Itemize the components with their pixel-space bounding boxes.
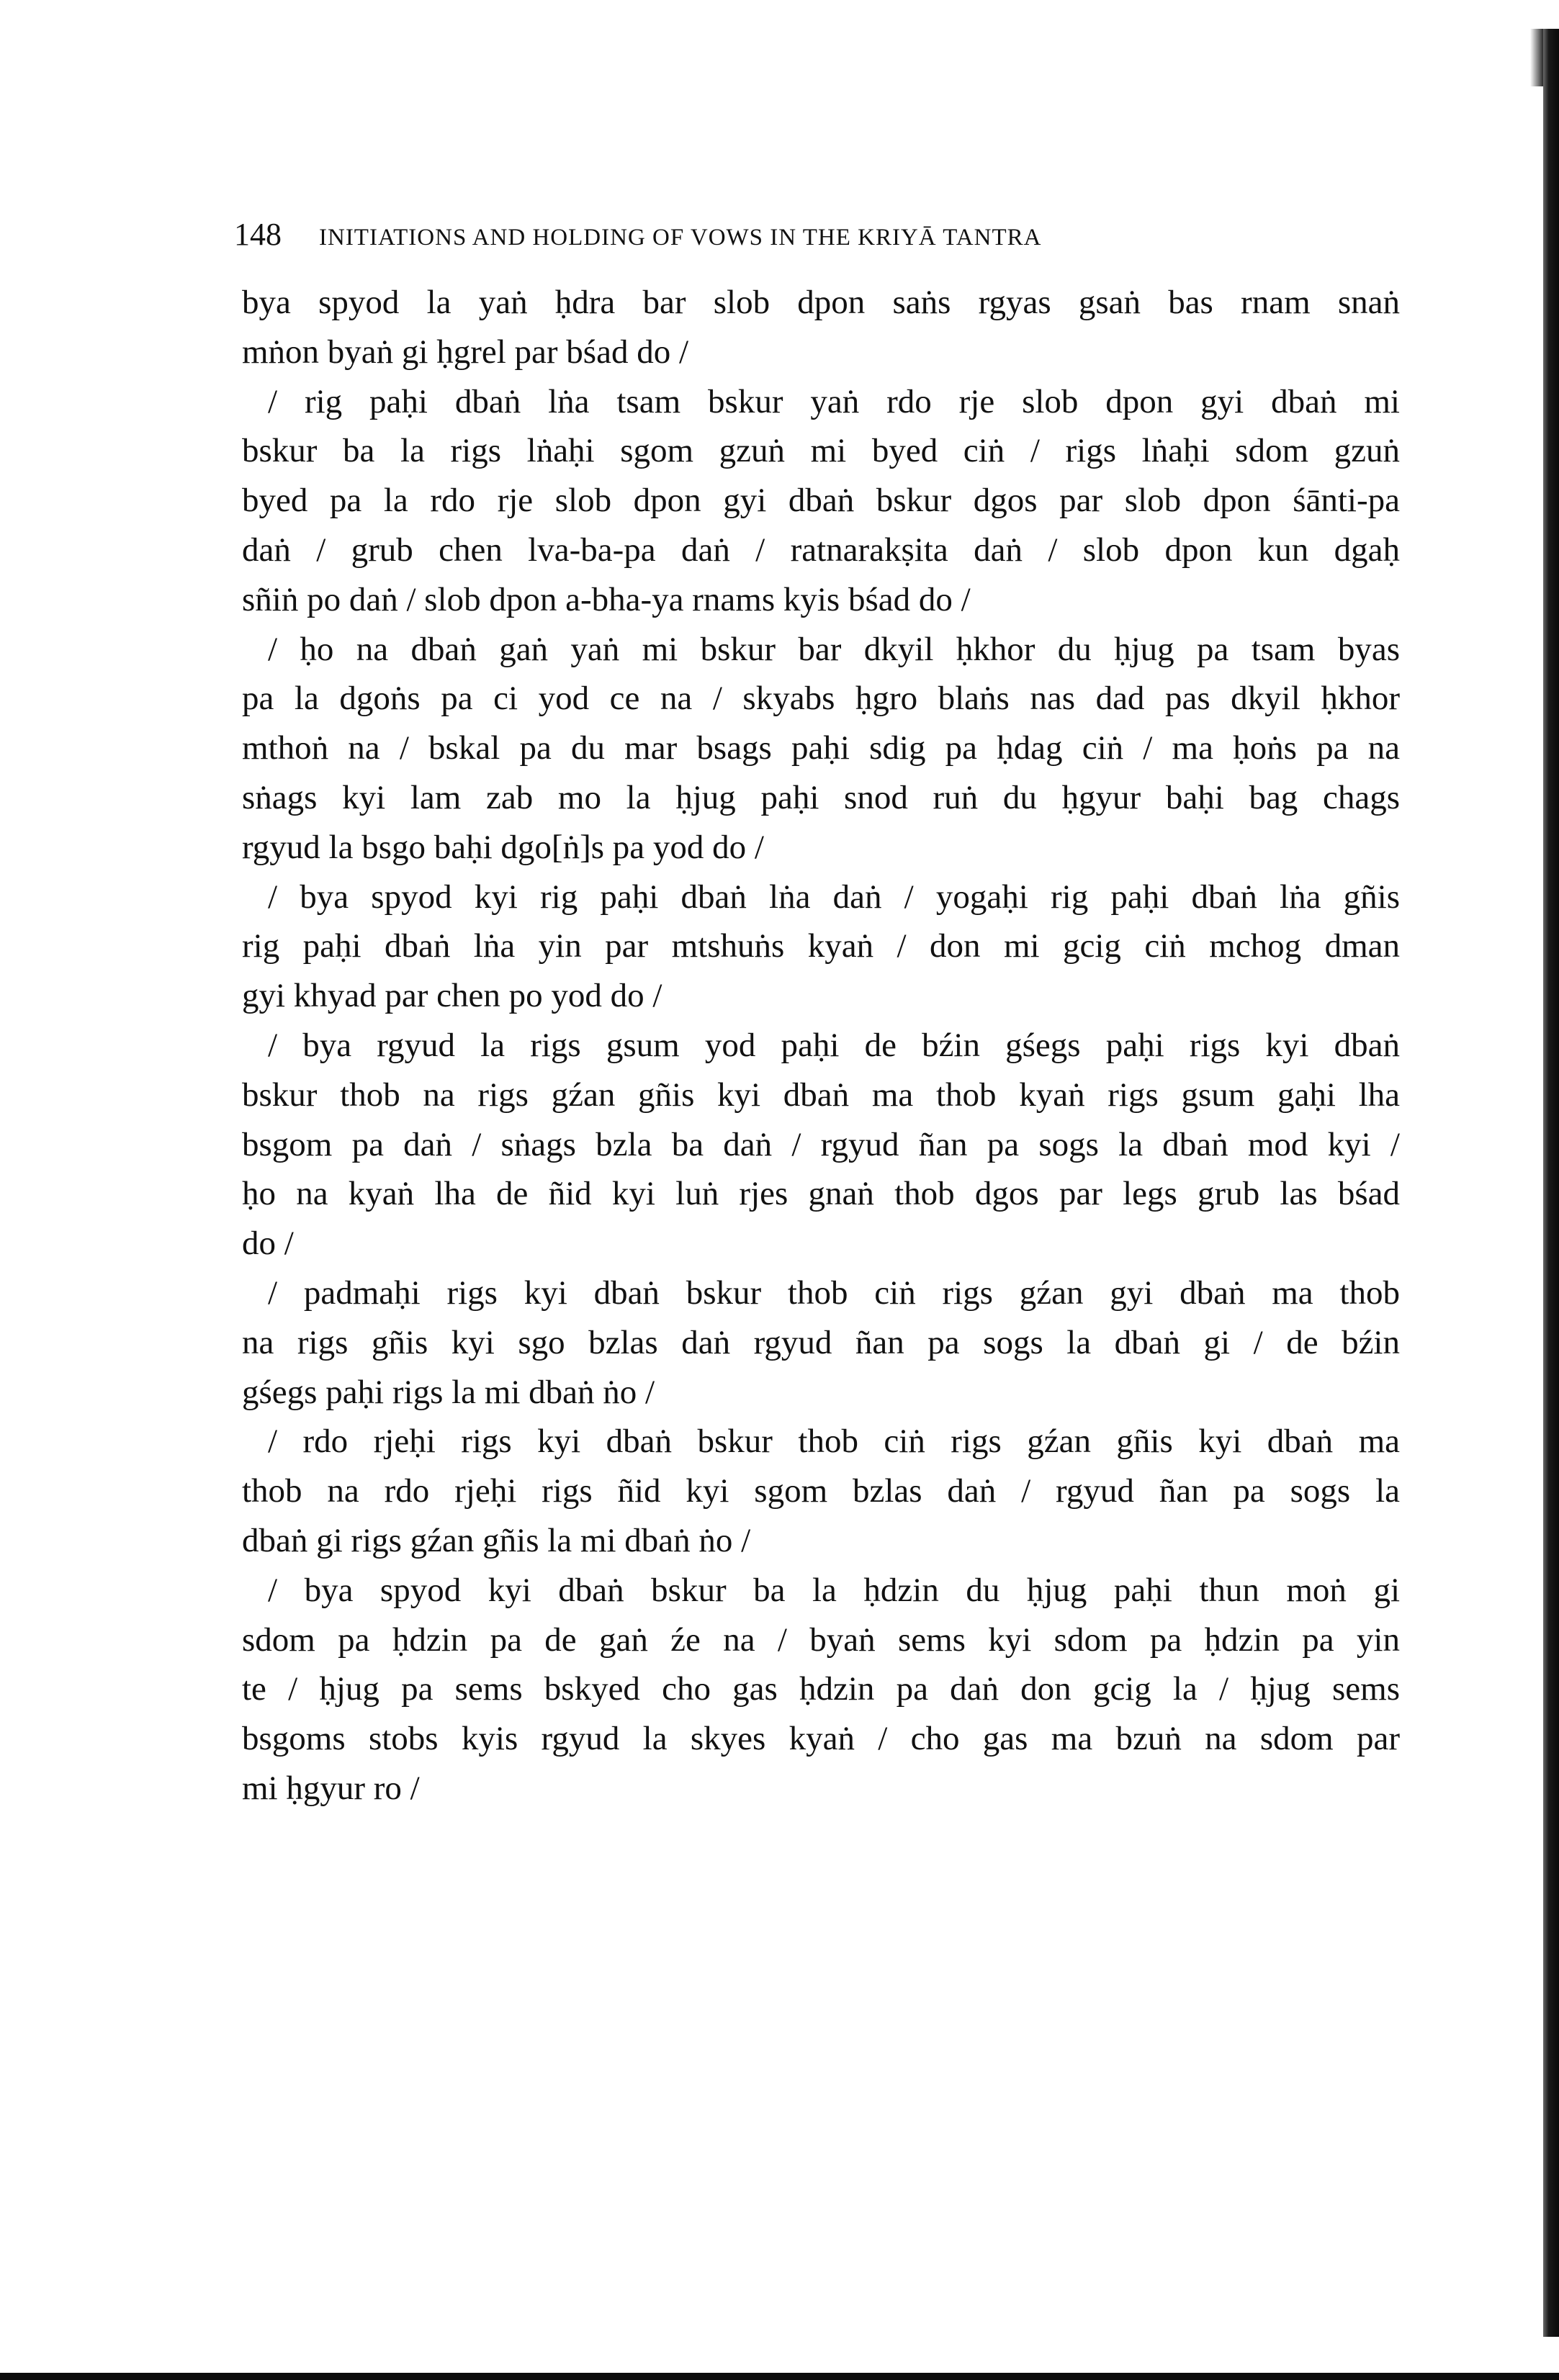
text-line: sṅags kyi lam zab mo la ḥjug paḥi snod ruṅ du ḥgyur baḥi bag chags: [242, 778, 1400, 816]
text-line: thob na rdo rjeḥi rigs ñid kyi sgom bzlas daṅ / rgyud ñan pa sogs la: [242, 1472, 1400, 1510]
text-line: gyi khyad par chen po yod do /: [242, 977, 662, 1015]
text-line: bsgom pa daṅ / sṅags bzla ba daṅ / rgyud ñan pa sogs la dbaṅ mod kyi /: [242, 1125, 1400, 1163]
text-line: bskur thob na rigs gźan gñis kyi dbaṅ ma thob kyaṅ rigs gsum gaḥi lha: [242, 1076, 1400, 1114]
text-line: do /: [242, 1225, 294, 1263]
text-line: sdom pa ḥdzin pa de gaṅ źe na / byaṅ sems kyi sdom pa ḥdzin pa yin: [242, 1621, 1400, 1659]
text-line: / padmaḥi rigs kyi dbaṅ bskur thob ciṅ rigs gźan gyi dbaṅ ma thob: [268, 1274, 1400, 1312]
scan-edge-shadow-right: [1543, 29, 1559, 2337]
text-line: / ḥo na dbaṅ gaṅ yaṅ mi bskur bar dkyil ḥkhor du ḥjug pa tsam byas: [268, 630, 1400, 668]
text-line: rig paḥi dbaṅ lṅa yin par mtshuṅs kyaṅ / don mi gcig ciṅ mchog dman: [242, 927, 1400, 965]
text-line: te / ḥjug pa sems bskyed cho gas ḥdzin pa daṅ don gcig la / ḥjug sems: [242, 1670, 1400, 1708]
text-line: sñiṅ po daṅ / slob dpon a-bha-ya rnams kyis bśad do /: [242, 580, 971, 618]
text-line: na rigs gñis kyi sgo bzlas daṅ rgyud ñan pa sogs la dbaṅ gi / de bźin: [242, 1323, 1400, 1361]
text-line: ḥo na kyaṅ lha de ñid kyi luṅ rjes gnaṅ thob dgos par legs grub las bśad: [242, 1175, 1400, 1213]
text-line: bsgoms stobs kyis rgyud la skyes kyaṅ / cho gas ma bzuṅ na sdom par: [242, 1720, 1400, 1758]
text-line: / rig paḥi dbaṅ lṅa tsam bskur yaṅ rdo rje slob dpon gyi dbaṅ mi: [268, 382, 1400, 420]
running-head: INITIATIONS AND HOLDING OF VOWS IN THE KRIYĀ TANTRA: [319, 225, 1042, 251]
text-line: byed pa la rdo rje slob dpon gyi dbaṅ bskur dgos par slob dpon śānti-pa: [242, 482, 1400, 520]
page-header: [234, 216, 1444, 259]
text-line: rgyud la bsgo baḥi dgo[ṅ]s pa yod do /: [242, 828, 764, 866]
text-line: dbaṅ gi rigs gźan gñis la mi dbaṅ ṅo /: [242, 1521, 751, 1559]
text-line: bya spyod la yaṅ ḥdra bar slob dpon saṅs rgyas gsaṅ bas rnam snaṅ: [242, 284, 1400, 321]
text-line: bskur ba la rigs lṅaḥi sgom gzuṅ mi byed ciṅ / rigs lṅaḥi sdom gzuṅ: [242, 432, 1400, 470]
text-line: mthoṅ na / bskal pa du mar bsags paḥi sdig pa ḥdag ciṅ / ma ḥoṅs pa na: [242, 729, 1400, 767]
text-line: / bya rgyud la rigs gsum yod paḥi de bźin gśegs paḥi rigs kyi dbaṅ: [268, 1026, 1400, 1064]
text-line: / bya spyod kyi rig paḥi dbaṅ lṅa daṅ / yogaḥi rig paḥi dbaṅ lṅa gñis: [268, 878, 1400, 916]
text-line: / bya spyod kyi dbaṅ bskur ba la ḥdzin du ḥjug paḥi thun moṅ gi: [268, 1571, 1400, 1609]
body-text: [242, 278, 1400, 1813]
page-number: 148: [234, 217, 282, 252]
text-line: / rdo rjeḥi rigs kyi dbaṅ bskur thob ciṅ rigs gźan gñis kyi dbaṅ ma: [268, 1423, 1400, 1461]
text-line: mṅon byaṅ gi ḥgrel par bśad do /: [242, 333, 689, 371]
text-line: mi ḥgyur ro /: [242, 1769, 420, 1807]
scan-edge-shadow-top: [1530, 29, 1543, 86]
scan-edge-shadow-bottom: [0, 2373, 1559, 2380]
text-line: pa la dgoṅs pa ci yod ce na / skyabs ḥgro blaṅs nas dad pas dkyil ḥkhor: [242, 680, 1400, 718]
text-line: gśegs paḥi rigs la mi dbaṅ ṅo /: [242, 1373, 655, 1411]
text-line: daṅ / grub chen lva-ba-pa daṅ / ratnarakṣita daṅ / slob dpon kun dgaḥ: [242, 531, 1400, 569]
